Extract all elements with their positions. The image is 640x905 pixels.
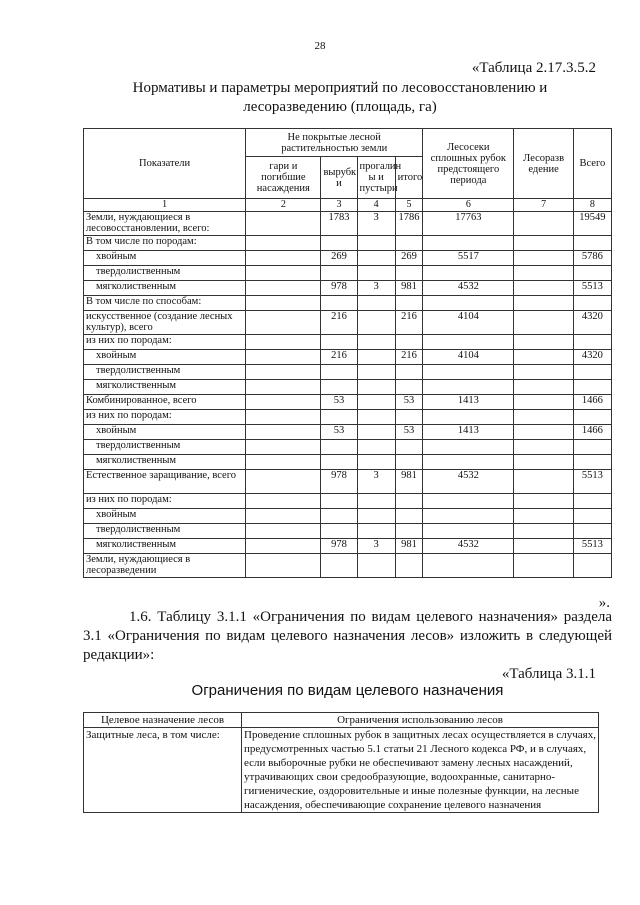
cell-value [321,554,357,578]
header-all: Всего [573,129,611,199]
cell-value [395,335,423,350]
table2-reference: «Таблица 3.1.1 [501,666,596,682]
cell-value [395,554,423,578]
table-row [84,281,612,296]
cell-value [246,281,321,296]
cell-value: 53 [321,425,357,440]
cell-value [246,539,321,554]
cell-value [321,380,357,395]
cell-value [395,266,423,281]
table-row [84,296,612,311]
row-label: Земли, нуждающиеся в лесоразведении [84,554,246,578]
cell-value [321,455,357,470]
row-label: хвойным [84,251,246,266]
cell-value [573,266,611,281]
col-number: 4 [357,199,395,212]
cell-value: 3 [357,539,395,554]
cell-value [357,494,395,509]
restrictions-table [83,712,599,813]
cell-value [514,350,573,365]
cell-value: 1413 [423,425,514,440]
cell-value [246,395,321,410]
row-label: искусственное (создание лесных культур), всего [84,311,246,335]
cell-value [573,494,611,509]
cell-value: 53 [321,395,357,410]
cell-value [246,251,321,266]
cell-value [573,455,611,470]
cell-value [246,524,321,539]
header-cutting-areas: Лесосеки сплошных рубок предстоящего периода [423,129,514,199]
cell-value [573,440,611,455]
cell-value: 216 [321,350,357,365]
cell-value [514,395,573,410]
cell-value [514,266,573,281]
cell-value [423,236,514,251]
cell-value: 5786 [573,251,611,266]
cell-value: 981 [395,281,423,296]
forest-restoration-table [83,128,612,578]
cell-value: 4320 [573,311,611,335]
cell-value [357,440,395,455]
cell-value [514,236,573,251]
table-row [84,539,612,554]
amendment-text: 1.6. Таблицу 3.1.1 «Ограничения по видам целевого назначения» раздела 3.1 «Ограничения по видам целевого назначения лесов» изложить в следующей редакции»: [83,609,612,663]
cell-value [357,365,395,380]
cell-value: 5513 [573,539,611,554]
cell-value: 19549 [573,212,611,236]
cell-value: 3 [357,470,395,494]
cell-value [423,335,514,350]
col-number: 7 [514,199,573,212]
table-row [84,455,612,470]
cell-value [246,380,321,395]
table1-title: Нормативы и параметры мероприятий по лесовосстановлению и лесоразведению (площадь, га) [132,80,548,115]
table-row [84,440,612,455]
table-row [84,350,612,365]
table-row [84,470,612,494]
table-row [84,365,612,380]
cell-value: 5513 [573,470,611,494]
col-number: 2 [246,199,321,212]
cell-value: 981 [395,470,423,494]
cell-value [423,410,514,425]
row-label: твердолиственным [84,365,246,380]
cell-value: 17763 [423,212,514,236]
cell-value: 1786 [395,212,423,236]
cell-value [246,311,321,335]
row-label: твердолиственным [84,524,246,539]
cell-value [573,509,611,524]
cell-value [246,266,321,281]
cell-value [514,410,573,425]
cell-value [514,380,573,395]
cell-value: 53 [395,425,423,440]
cell-value [514,524,573,539]
cell-value [246,365,321,380]
cell-value [321,524,357,539]
header-clearings: вырубк и [321,157,357,199]
cell-value [514,296,573,311]
table-row [84,395,612,410]
cell-value [357,236,395,251]
row-label: мягколиственным [84,539,246,554]
cell-value [423,509,514,524]
cell-value [357,350,395,365]
row-label: твердолиственным [84,440,246,455]
cell-value [395,365,423,380]
cell-value [321,266,357,281]
table-row [84,425,612,440]
cell-value: 53 [395,395,423,410]
cell-value [573,524,611,539]
cell-value [357,335,395,350]
cell-value [246,440,321,455]
cell-value [357,251,395,266]
cell-value [321,509,357,524]
cell-value [357,524,395,539]
cell-value: 216 [395,311,423,335]
cell-value: 3 [357,212,395,236]
cell-value [423,296,514,311]
cell-value [514,470,573,494]
header-afforestation: Лесоразв едение [514,129,573,199]
cell-value [395,410,423,425]
cell-value: 978 [321,470,357,494]
cell-value: 269 [321,251,357,266]
cell-value: 4104 [423,311,514,335]
header-restrictions: Ограничения использованию лесов [242,713,599,728]
col-number: 3 [321,199,357,212]
row-label: В том числе по способам: [84,296,246,311]
table2-title: Ограничения по видам целевого назначения [191,682,504,699]
table-row [84,554,612,578]
cell-value [514,509,573,524]
cell-value [573,296,611,311]
cell-value [395,494,423,509]
header-total: итого [395,157,423,199]
cell-value [514,440,573,455]
row-label: мягколиственным [84,380,246,395]
row-label: из них по породам: [84,494,246,509]
cell-value [321,335,357,350]
cell-value [321,296,357,311]
table-row [84,251,612,266]
cell-value [423,440,514,455]
table-row [84,410,612,425]
cell-value [357,455,395,470]
cell-value: 4532 [423,470,514,494]
col-number: 1 [84,199,246,212]
table-row [84,335,612,350]
row-label: мягколиственным [84,455,246,470]
cell-value [357,380,395,395]
page-number: 28 [314,40,326,52]
row-label: Комбинированное, всего [84,395,246,410]
row-label: хвойным [84,509,246,524]
cell-value [423,554,514,578]
cell-value [246,212,321,236]
cell-value [395,509,423,524]
cell-value [423,524,514,539]
cell-value [514,554,573,578]
cell-value: 216 [321,311,357,335]
col-number: 5 [395,199,423,212]
cell-value: 1466 [573,425,611,440]
cell-value: 5517 [423,251,514,266]
cell-value: 1783 [321,212,357,236]
cell-value [573,380,611,395]
cell-value [321,440,357,455]
cell-value: 4532 [423,539,514,554]
row-label: мягколиственным [84,281,246,296]
cell-value: 1466 [573,395,611,410]
cell-value [321,365,357,380]
col-number: 8 [573,199,611,212]
cell-value [357,410,395,425]
cell-value [246,425,321,440]
cell-value: 4320 [573,350,611,365]
row-label: из них по породам: [84,410,246,425]
cell-value [357,425,395,440]
table1-close: ». [598,595,610,611]
cell-value: 4104 [423,350,514,365]
cell-value [423,494,514,509]
cell-value [357,509,395,524]
cell-value: 5513 [573,281,611,296]
cell-value [423,455,514,470]
header-gaps: прогалин ы и пустыри [357,157,395,199]
row-label: В том числе по породам: [84,236,246,251]
cell-value [573,335,611,350]
cell-value [246,296,321,311]
cell-value [514,539,573,554]
table-row [84,380,612,395]
header-purpose: Целевое назначение лесов [84,713,242,728]
row-label: Естественное заращивание, всего [84,470,246,494]
cell-value [514,281,573,296]
cell-value [321,410,357,425]
cell-value [514,251,573,266]
cell-value [514,425,573,440]
cell-value [573,365,611,380]
cell-value: 981 [395,539,423,554]
cell-value [246,509,321,524]
cell-value [514,212,573,236]
cell-value [423,365,514,380]
cell-value [514,365,573,380]
row-label: твердолиственным [84,266,246,281]
table-row [84,509,612,524]
cell-value: 978 [321,539,357,554]
cell-value [357,311,395,335]
restrictions-cell: Проведение сплошных рубок в защитных лесах осуществляется в случаях, предусмотренных частью 5.1 статьи 21 Лесного кодекса РФ, и в случаях, если выборочные рубки не обеспечивают замену лесных насаждений, утрачивающих свои средообразующие, водоохранные, санитарно-гигиенические, оздоровительные и иные полезные функции, на лесные насаждения, обеспечивающие сохранение целевого назначения [242,728,599,813]
cell-value [357,296,395,311]
cell-value [321,236,357,251]
cell-value [395,296,423,311]
cell-value [246,335,321,350]
cell-value [395,455,423,470]
table-row [84,524,612,539]
cell-value [357,266,395,281]
row-label: хвойным [84,350,246,365]
cell-value [423,380,514,395]
cell-value [395,236,423,251]
cell-value: 3 [357,281,395,296]
row-label: Земли, нуждающиеся в лесовосстановлении, всего: [84,212,246,236]
cell-value [357,395,395,410]
cell-value [573,554,611,578]
cell-value [246,455,321,470]
table-row [84,494,612,509]
table-row [84,266,612,281]
table-row [84,236,612,251]
table-row [84,212,612,236]
cell-value [514,311,573,335]
table1-reference: «Таблица 2.17.3.5.2 [471,60,596,76]
cell-value [246,350,321,365]
header-indicators: Показатели [84,129,246,199]
cell-value: 269 [395,251,423,266]
header-not-covered: Не покрытые лесной растительностью земли [246,129,423,157]
cell-value [514,335,573,350]
cell-value [246,470,321,494]
amendment-paragraph [83,608,612,665]
cell-value: 4532 [423,281,514,296]
purpose-cell: Защитные леса, в том числе: [84,728,242,813]
cell-value [357,554,395,578]
cell-value [514,494,573,509]
table-row [84,311,612,335]
cell-value [395,440,423,455]
row-label: из них по породам: [84,335,246,350]
cell-value [321,494,357,509]
cell-value [573,236,611,251]
row-label: хвойным [84,425,246,440]
cell-value [246,236,321,251]
cell-value [246,410,321,425]
cell-value [514,455,573,470]
cell-value [246,494,321,509]
col-number: 6 [423,199,514,212]
header-burned: гари и погибшие насаждения [246,157,321,199]
cell-value [423,266,514,281]
cell-value [573,410,611,425]
cell-value: 978 [321,281,357,296]
cell-value [246,554,321,578]
cell-value [395,524,423,539]
cell-value: 216 [395,350,423,365]
cell-value: 1413 [423,395,514,410]
cell-value [395,380,423,395]
